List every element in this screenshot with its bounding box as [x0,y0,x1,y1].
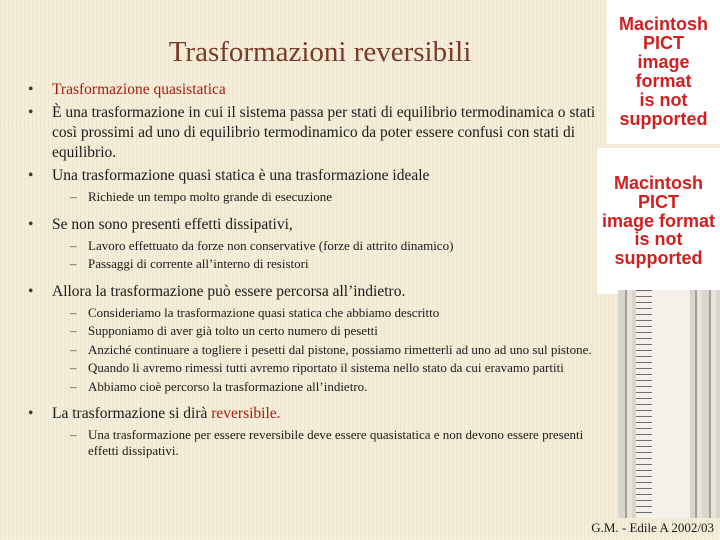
ruler-scale [636,290,690,518]
sub-bullet-list [28,427,598,458]
sub-bullet-item: – Una trasformazione per essere reversibile deve essere quasistatica e non devono essere presenti effetti dissipativi. [58,427,598,458]
bullet-item: • È una trasformazione in cui il sistema passa per stati di equilibrio termodinamica o stati così prossimi ad uno di equilibrio termodinamico da poter essere confusi con stati di equilibrio. [28,103,598,163]
slide-body [28,80,598,461]
bullet-item: • Trasformazione quasistatica [28,80,598,100]
sub-bullet-item: – Passaggi di corrente all’interno di resistori [58,256,598,272]
sub-bullet-item: – Abbiamo cioè percorso la trasformazione all’indietro. [58,379,598,395]
unsupported-image-placeholder [597,148,720,294]
bullet-item: • Se non sono presenti effetti dissipativi, [28,215,598,235]
footer-credit: G.M. - Edile A 2002/03 [591,520,714,535]
sub-bullet-item: – Anziché continuare a togliere i pesetti dal pistone, possiamo rimetterli ad uno ad uno sul pistone. [58,342,598,358]
placeholder-line: Macintosh PICT [613,172,703,212]
sub-bullet-item: – Quando li avremo rimessi tutti avremo riportato il sistema nello stato da cui eravamo partiti [58,360,598,376]
bullet-list [28,80,598,186]
bullet-item: • Allora la trasformazione può essere percorsa all’indietro. [28,282,598,302]
unsupported-image-placeholder [607,0,720,144]
placeholder-line: image format [635,52,692,91]
bullet-list [28,215,598,235]
sub-bullet-list [28,189,598,205]
bullet-item: • Una trasformazione quasi statica è una trasformazione ideale [28,166,598,186]
slide-title: Trasformazioni reversibili [168,36,472,68]
highlight-word: reversibile. [211,405,281,422]
bullet-list [28,404,598,424]
placeholder-line: Macintosh PICT [618,14,708,54]
bullet-list [28,282,598,302]
sub-bullet-item: – Lavoro effettuato da forze non conservative (forze di attrito dinamico) [58,238,598,254]
sub-bullet-item: – Consideriamo la trasformazione quasi statica che abbiamo descritto [58,305,598,321]
bullet-text: La trasformazione si dirà [52,405,212,422]
placeholder-line: is not supported [619,89,708,129]
placeholder-line: is not supported [614,229,703,269]
sub-bullet-list [28,238,598,272]
sub-bullet-item: – Richiede un tempo molto grande di esecuzione [58,189,598,205]
sub-bullet-item: – Supponiamo di aver già tolto un certo numero di pesetti [58,323,598,339]
bullet-item [28,404,598,424]
placeholder-line: image format [601,210,716,231]
sub-bullet-list [28,305,598,395]
